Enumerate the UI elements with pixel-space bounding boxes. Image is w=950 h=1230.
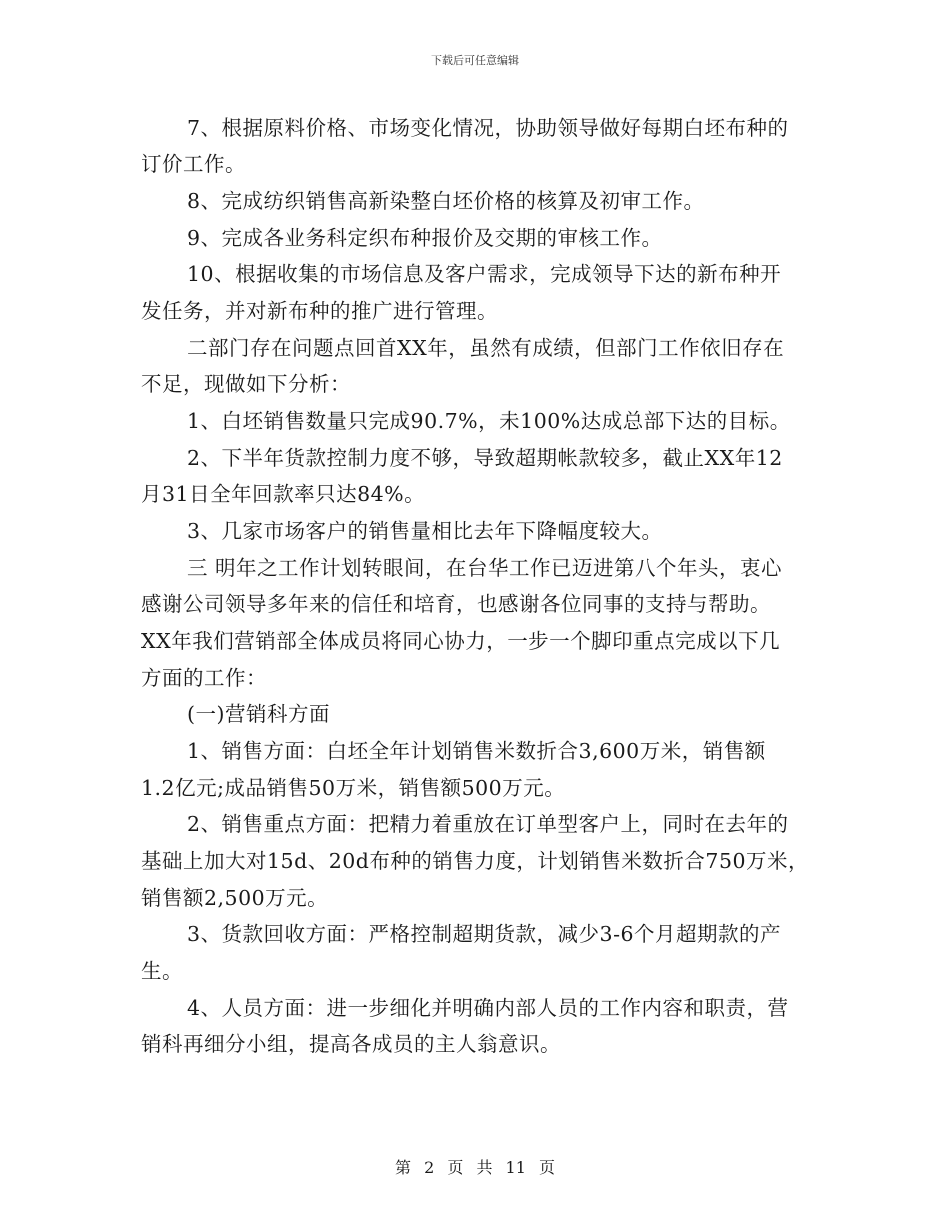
text-line: 月31日全年回款率只达84%。: [141, 482, 426, 506]
text-line: 感谢公司领导多年来的信任和培育，也感谢各位同事的支持与帮助。: [141, 592, 771, 616]
text-line: 1.2亿元;成品销售50万米，销售额500万元。: [141, 776, 566, 800]
text-line: 发任务，并对新布种的推广进行管理。: [141, 299, 498, 323]
page-header: 下载后可任意编辑: [431, 54, 519, 67]
text-line: 销科再细分小组，提高各成员的主人翁意识。: [141, 1032, 561, 1056]
text-line: 3、几家市场客户的销售量相比去年下降幅度较大。: [187, 519, 663, 543]
text-line: 方面的工作：: [141, 666, 267, 690]
text-line: 基础上加大对15d、20d布种的销售力度，计划销售米数折合750万米，: [141, 849, 810, 873]
text-line: 1、销售方面：白坯全年计划销售米数折合3,600万米，销售额: [187, 739, 766, 763]
text-line: 销售额2,500万元。: [141, 886, 329, 910]
text-line: 4、人员方面：进一步细化并明确内部人员的工作内容和职责，营: [187, 996, 789, 1020]
text-line: 二部门存在问题点回首XX年，虽然有成绩，但部门工作依旧存在: [187, 336, 785, 360]
text-line: 1、白坯销售数量只完成90.7%，未100%达成总部下达的目标。: [187, 409, 791, 433]
text-line: 10、根据收集的市场信息及客户需求，完成领导下达的新布种开: [187, 262, 782, 286]
text-line: 生。: [141, 959, 183, 983]
text-line: 9、完成各业务科定织布种报价及交期的审核工作。: [187, 226, 663, 250]
page-footer: 第 2 页 共 11 页: [395, 1158, 555, 1177]
text-line: 2、销售重点方面：把精力着重放在订单型客户上，同时在去年的: [187, 812, 789, 836]
text-line: 7、根据原料价格、市场变化情况，协助领导做好每期白坯布种的: [187, 116, 789, 140]
text-line: XX年我们营销部全体成员将同心协力，一步一个脚印重点完成以下几: [141, 629, 781, 653]
text-line: 3、货款回收方面：严格控制超期货款，减少3-6个月超期款的产: [187, 922, 782, 946]
text-line: 不足，现做如下分析：: [141, 372, 351, 396]
text-line: 8、完成纺织销售高新染整白坯价格的核算及初审工作。: [187, 189, 705, 213]
text-line: (一)营销科方面: [187, 702, 330, 726]
text-line: 2、下半年货款控制力度不够，导致超期帐款较多，截止XX年12: [187, 446, 783, 470]
text-line: 三 明年之工作计划转眼间，在台华工作已迈进第八个年头，衷心: [187, 556, 783, 580]
text-line: 订价工作。: [141, 152, 246, 176]
